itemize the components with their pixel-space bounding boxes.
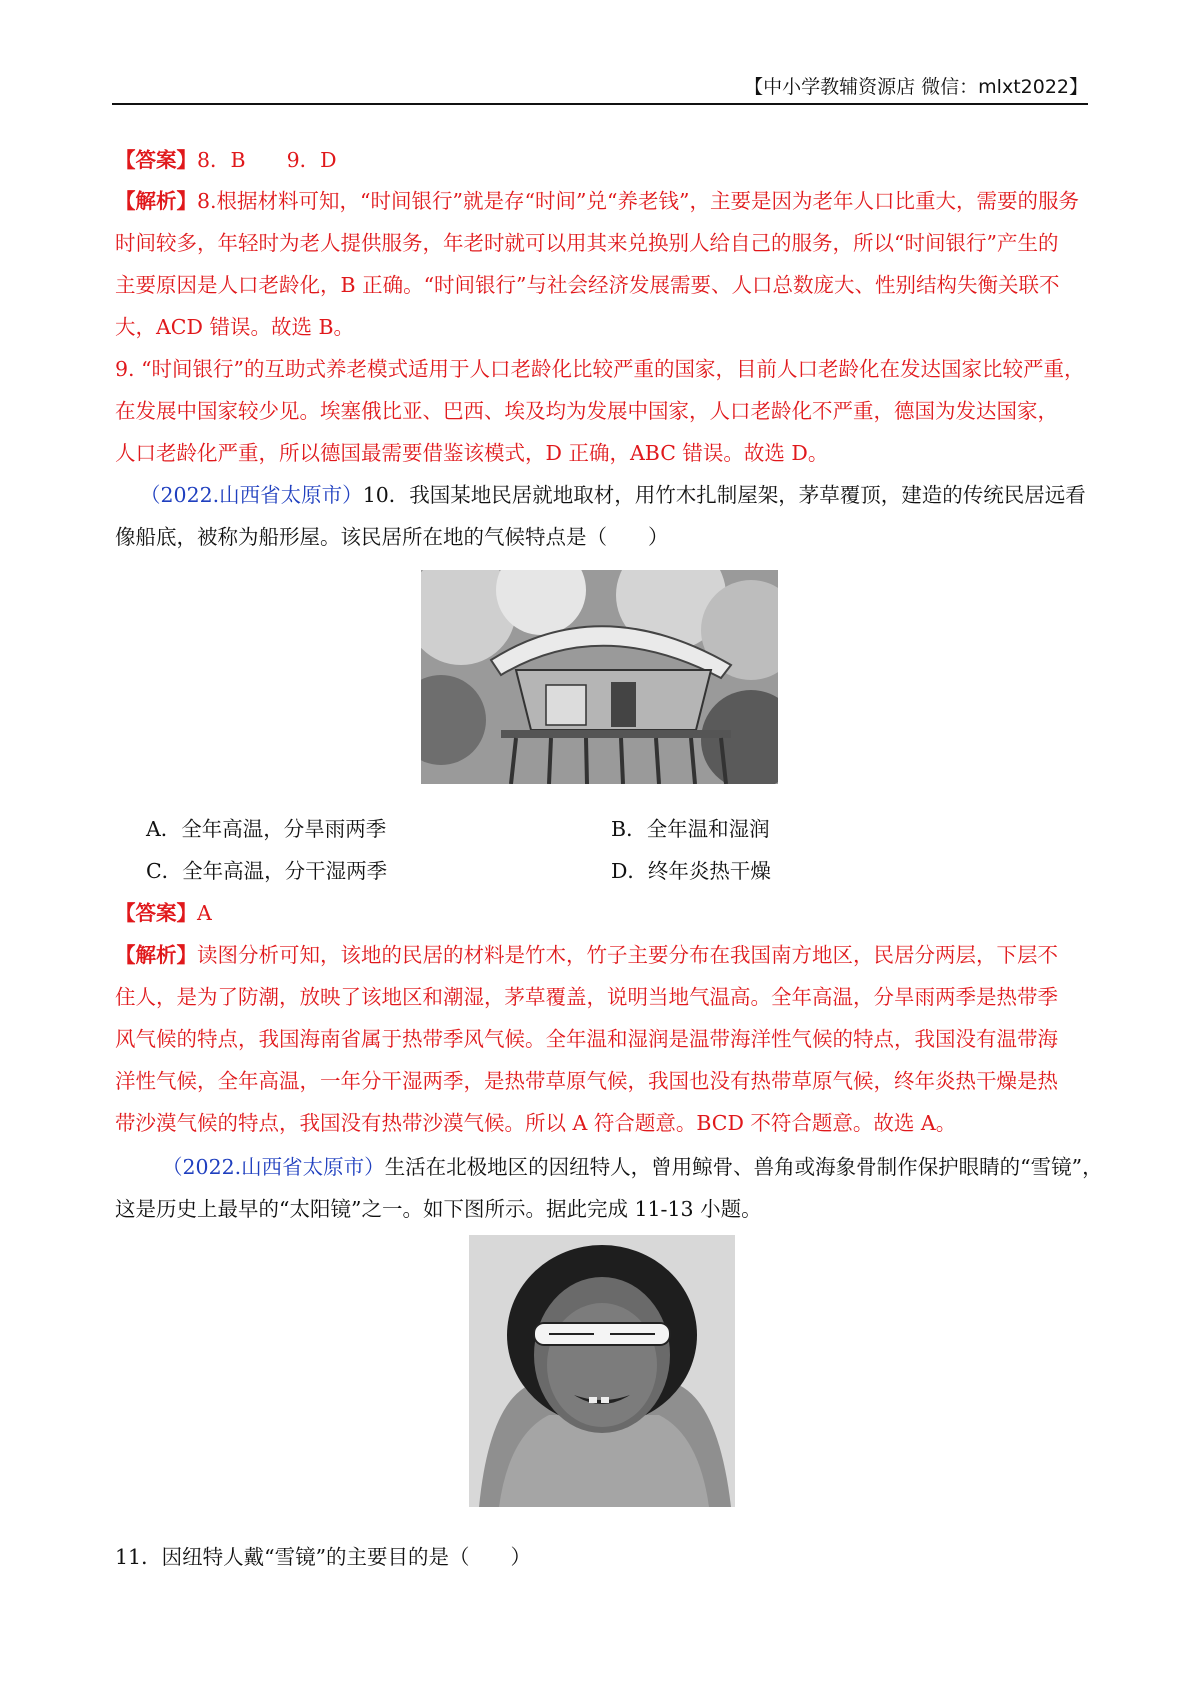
analysis2-line-5: 带沙漠气候的特点，我国没有热带沙漠气候。所以 A 符合题意。BCD 不符合题意。故选 A。	[115, 1111, 957, 1135]
analysis1-line-5: 9. “时间银行”的互助式养老模式适用于人口老龄化比较严重的国家，目前人口老龄化在发达国家比较严重，	[115, 357, 1085, 381]
option-c: C．全年高温，分干湿两季	[146, 859, 388, 883]
boat-house-illustration	[421, 570, 778, 784]
answer-tag: 【答案】	[115, 148, 197, 172]
analysis1-line-6: 在发展中国家较少见。埃塞俄比亚、巴西、埃及均为发展中国家，人口老龄化不严重，德国为发达国家，	[115, 399, 1058, 423]
answer-line-2	[115, 901, 212, 925]
analysis-tag: 【解析】	[115, 189, 197, 213]
analysis1-l1: 8.根据材料可知，“时间银行”就是存“时间”兑“养老钱”，主要是因为老年人口比重大，需要的服务	[197, 189, 1079, 213]
analysis1-line-2: 时间较多，年轻时为老人提供服务，年老时就可以用其来兑换别人给自己的服务，所以“时间银行”产生的	[115, 231, 1059, 255]
option-d: D．终年炎热干燥	[611, 859, 771, 883]
header-text: 【中小学教辅资源店 微信：mlxt2022】	[744, 76, 1088, 98]
analysis2-line-1	[115, 943, 1058, 967]
q10-source: （2022.山西省太原市）	[140, 483, 363, 507]
answer2-text: A	[197, 901, 212, 925]
answer-text: 8．B 9．D	[197, 148, 337, 172]
header-rule	[112, 103, 1088, 105]
q11-intro-line-2: 这是历史上最早的“太阳镜”之一。如下图所示。据此完成 11-13 小题。	[115, 1197, 762, 1221]
q10-line-1	[140, 483, 1086, 507]
answer2-tag: 【答案】	[115, 901, 197, 925]
option-b: B．全年温和湿润	[611, 817, 770, 841]
q11-line: 11．因纽特人戴“雪镜”的主要目的是（ ）	[115, 1545, 532, 1569]
analysis2-line-2: 住人，是为了防潮，放映了该地区和潮湿，茅草覆盖，说明当地气温高。全年高温，分旱雨两季是热带季	[115, 985, 1058, 1009]
q11-intro-line-1	[162, 1155, 1103, 1179]
boat-house-photo	[421, 570, 778, 784]
q10-line-2: 像船底，被称为船形屋。该民居所在地的气候特点是（ ）	[115, 525, 669, 549]
snow-goggles-photo	[469, 1235, 735, 1507]
option-a: A．全年高温，分旱雨两季	[146, 817, 387, 841]
q10-l1: 10．我国某地民居就地取材，用竹木扎制屋架，茅草覆顶，建造的传统民居远看	[362, 483, 1086, 507]
analysis1-line-4: 大，ACD 错误。故选 B。	[115, 315, 355, 339]
analysis2-line-3: 风气候的特点，我国海南省属于热带季风气候。全年温和湿润是温带海洋性气候的特点，我国没有温带海	[115, 1027, 1058, 1051]
analysis2-line-4: 洋性气候，全年高温，一年分干湿两季，是热带草原气候，我国也没有热带草原气候，终年炎热干燥是热	[115, 1069, 1058, 1093]
q11-source: （2022.山西省太原市）	[162, 1155, 385, 1179]
analysis2-l1: 读图分析可知，该地的民居的材料是竹木，竹子主要分布在我国南方地区，民居分两层，下层不	[197, 943, 1058, 967]
snow-goggles-illustration	[469, 1235, 735, 1507]
analysis2-tag: 【解析】	[115, 943, 197, 967]
analysis1-line-3: 主要原因是人口老龄化，B 正确。“时间银行”与社会经济发展需要、人口总数庞大、性别结构失衡关联不	[115, 273, 1060, 297]
analysis1-line-7: 人口老龄化严重，所以德国最需要借鉴该模式，D 正确，ABC 错误。故选 D。	[115, 441, 829, 465]
analysis1-line-1	[115, 189, 1079, 213]
answer-line-1	[115, 148, 337, 172]
q11-intro-l1: 生活在北极地区的因纽特人，曾用鲸骨、兽角或海象骨制作保护眼睛的“雪镜”，	[384, 1155, 1103, 1179]
